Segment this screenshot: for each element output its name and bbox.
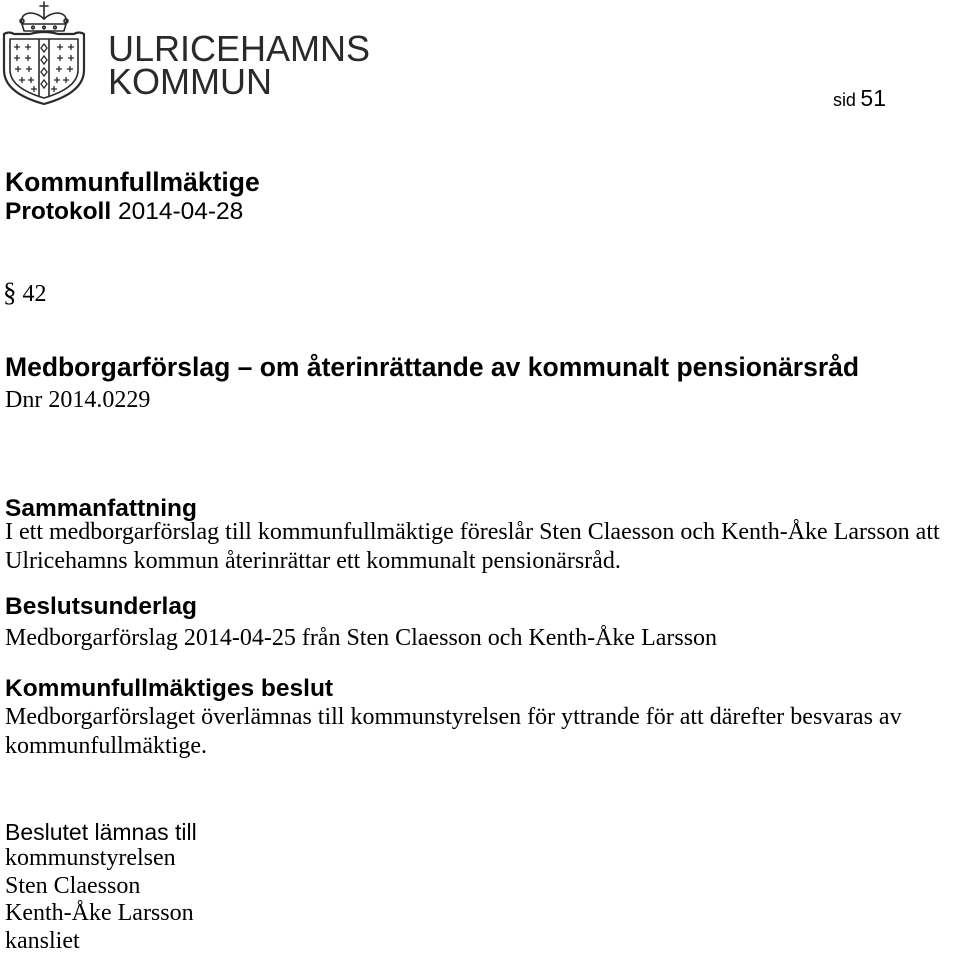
- basis-heading: Beslutsunderlag: [5, 593, 197, 620]
- logo-name-line1: ULRICEHAMNS: [108, 28, 371, 69]
- summary-text: I ett medborgarförslag till kommunfullmäktige föreslår Sten Claesson och Kenth-Åke Larsson att Ulricehamns kommun återinrättar ett kommunalt pensionärsråd.: [5, 519, 940, 574]
- paragraph-number-value: 42: [22, 281, 47, 307]
- distribution-heading: Beslutet lämnas till: [5, 819, 197, 845]
- dnr-label: Dnr: [5, 387, 43, 413]
- page-number-value: 51: [860, 85, 886, 111]
- case-title: Medborgarförslag – om återinrättande av kommunalt pensionärsråd: [5, 352, 860, 382]
- basis-text: Medborgarförslag 2014-04-25 från Sten Claesson och Kenth-Åke Larsson: [5, 625, 718, 651]
- logo-name-line2: KOMMUN: [108, 61, 272, 102]
- page-number: [833, 84, 886, 116]
- protocol-label: Protokoll: [5, 198, 112, 225]
- list-item: kansliet: [5, 927, 80, 954]
- list-item: Kenth-Åke Larsson: [5, 900, 194, 926]
- summary-heading: Sammanfattning: [5, 495, 197, 522]
- section-sign: §: [3, 277, 17, 307]
- protocol-date: 2014-04-28: [117, 198, 244, 225]
- distribution-list: [5, 845, 194, 955]
- protocol-line: [5, 197, 243, 227]
- dnr-number: 2014.0229: [48, 387, 151, 413]
- case-dnr: [5, 386, 150, 415]
- coat-of-arms-icon: [0, 0, 90, 106]
- body-name: Kommunfullmäktige: [5, 167, 260, 197]
- paragraph-number: [3, 278, 47, 309]
- decision-heading: Kommunfullmäktiges beslut: [5, 675, 334, 702]
- page-label: sid: [832, 90, 856, 110]
- list-item: kommunstyrelsen: [5, 845, 176, 871]
- list-item: Sten Claesson: [5, 872, 141, 899]
- decision-text: Medborgarförslaget överlämnas till kommunstyrelsen för yttrande för att därefter besvaras av kommunfullmäktige.: [5, 704, 902, 759]
